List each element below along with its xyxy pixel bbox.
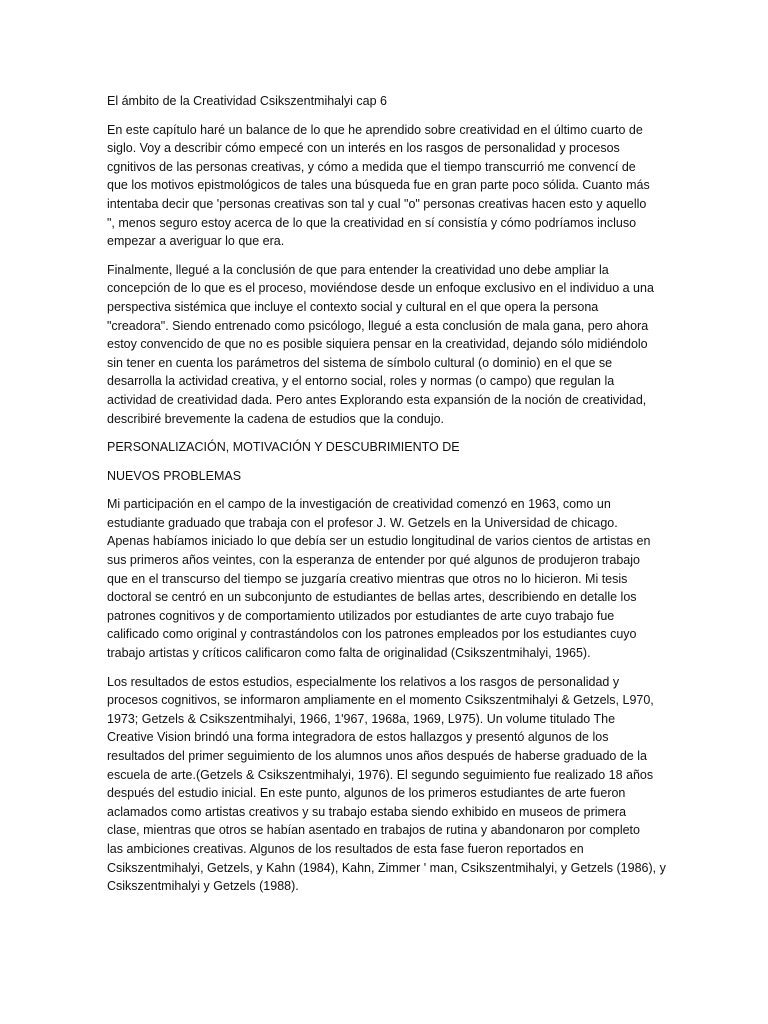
text-line: concepción de lo que es el proceso, moviéndose desde un enfoque exclusivo en el individuo a una [107,281,654,296]
text-line: describiré brevemente la cadena de estudios que la condujo. [107,411,445,426]
text-line: intentaba decir que 'personas creativas son tal y cual "o" personas creativas hacen esto y aquello [107,196,647,211]
paragraph-1 [107,121,728,251]
text-line: trabajo artistas y críticos calificaron como falta de originalidad (Csikszentmihalyi, 1965). [107,646,591,661]
section-heading-line-1: PERSONALIZACIÓN, MOTIVACIÓN Y DESCUBRIMIENTO DE [107,440,460,455]
text-line: empezar a averiguar lo que era. [107,234,285,249]
text-line: Mi participación en el campo de la investigación de creatividad comenzó en 1963, como un [107,497,611,512]
text-line: doctoral se centró en un subconjunto de estudiantes de bellas artes, describiendo en detalle los [107,590,637,605]
text-line: En este capítulo haré un balance de lo que he aprendido sobre creatividad en el último cuarto de [107,122,643,137]
text-line: Apenas habíamos iniciado lo que debía ser un estudio longitudinal de varios cientos de artistas en [107,534,651,549]
text-line: estudiante graduado que trabaja con el profesor J. W. Getzels en la Universidad de chicago. [107,515,618,530]
section-heading-line-2: NUEVOS PROBLEMAS [107,468,242,483]
paragraph-3 [107,495,728,662]
text-line: patrones cognitivos y de comportamiento utilizados por estudiantes de arte cuyo trabajo fue [107,608,615,623]
text-line: "creadora". Siendo entrenado como psicólogo, llegué a esta conclusión de mala gana, pero ahora [107,318,649,333]
text-line: cgnitivos de las personas creativas, y cómo a medida que el tiempo transcurrió me convencí de [107,159,636,174]
text-line: sin tener en cuenta los parámetros del sistema de símbolo cultural (o dominio) en el que se [107,355,613,370]
text-line: siglo. Voy a describir cómo empecé con un interés en los rasgos de personalidad y procesos [107,141,620,156]
text-line: ", menos seguro estoy acerca de lo que la creatividad en sí consistía y cómo podríamos incluso [107,215,637,230]
text-line: Finalmente, llegué a la conclusión de que para entender la creatividad uno debe ampliar la [107,262,609,277]
text-line: sus primeros años veintes, con la esperanza de entender por qué algunos de produjeron trabajo [107,553,640,568]
text-line: resultados del primer seguimiento de los alumnos unos años después de haberse graduado de la [107,749,647,763]
text-line: Los resultados de estos estudios, especialmente los relativos a los rasgos de personalidad y [107,674,620,689]
text-line: Creative Vision brindó una forma integradora de estos hallazgos y presentó algunos de los [107,730,609,745]
text-line: que los motivos epistmológicos de tales una búsqueda fue en gran parte poco sólida. Cuanto más [107,178,650,193]
text-line: Csikszentmihalyi y Getzels (1988). [107,879,299,894]
text-line: calificado como original y contrastándolos con los patrones empleados por los estudiantes cuyo [107,627,637,642]
text-line: actividad de creatividad dada. Pero antes Explorando esta expansión de la noción de creatividad, [107,392,647,407]
text-line: Csikszentmihalyi, Getzels, y Kahn (1984), Kahn, Zimmer ' man, Csikszentmihalyi, y Getzels (1986), y [107,860,666,875]
paragraph-4 [107,673,728,896]
document-title: El ámbito de la Creatividad Csikszentmihalyi cap 6 [107,94,387,108]
text-line: estoy convencido de que no es posible siquiera pensar en la creatividad, dejando sólo midiéndolo [107,337,648,352]
text-line: después del estudio inicial. En este punto, algunos de los primeros estudiantes de arte fueron [107,786,626,801]
text-line: aclamados como artistas creativos y su trabajo estaba siendo exhibido en museos de primera [107,804,627,819]
text-line: perspectiva sistémica que incluye el contexto social y cultural en el que opera la persona [107,299,599,314]
text-line: desarrolla la actividad creativa, y el entorno social, roles y normas (o campo) que regulan la [107,374,615,389]
text-line: procesos cognitivos, se informaron ampliamente en el momento Csikszentmihalyi & Getzels, L970, [107,693,654,708]
text-line: las ambiciones creativas. Algunos de los resultados de esta fase fueron reportados en [107,841,584,856]
text-line: clase, mientras que otros se habían asentado en trabajos de rutina y abandonaron por completo [107,823,640,838]
text-line: escuela de arte.(Getzels & Csikszentmihalyi, 1976). El segundo seguimiento fue realizado 18 años [107,767,654,782]
text-line: 1973; Getzels & Csikszentmihalyi, 1966, 1'967, 1968a, 1969, L975). Un volume titulado The [107,711,616,726]
text-line: que en el transcurso del tiempo se juzgaría creativo mientras que otros no lo hicieron. Mi tesis [107,571,628,586]
paragraph-2 [107,261,728,428]
